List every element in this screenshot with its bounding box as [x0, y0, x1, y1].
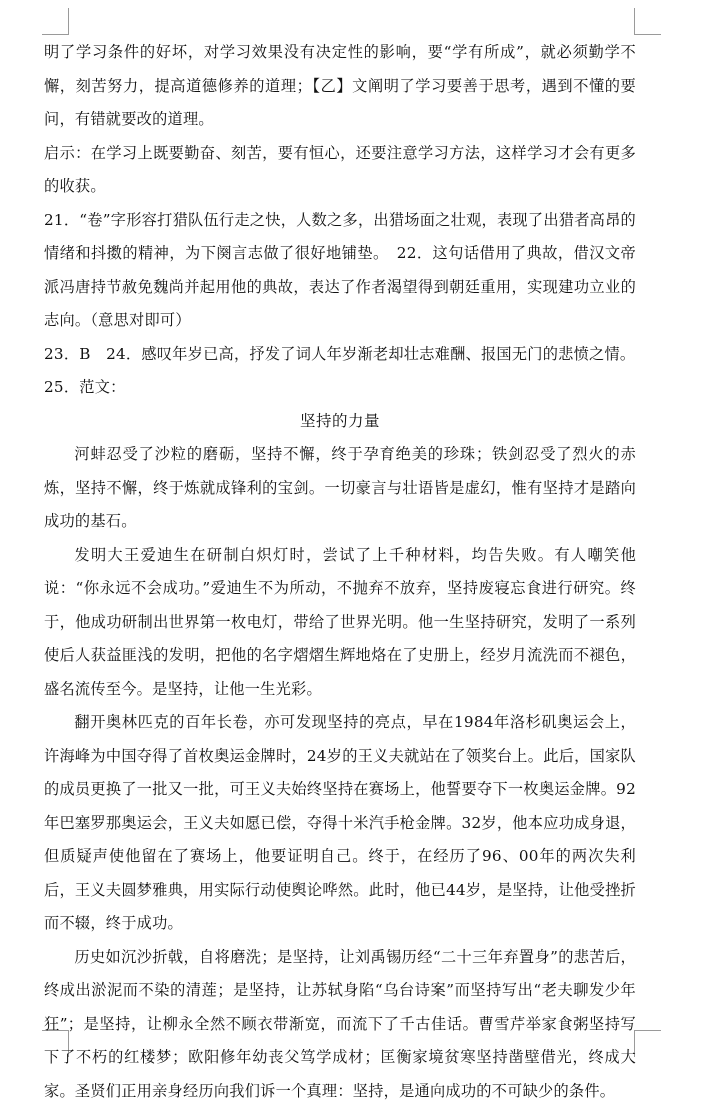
answer-paragraph-21-22: 21．“卷”字形容打猎队伍行走之快，人数之多，出猎场面之壮观，表现了出猎者高昂的情绪和抖擞的精神，为下阕言志做了很好地铺垫。 22．这句话借用了典故，借汉文帝派冯唐持节赦免魏尚并起用他的典故，表达了作者渴望得到朝廷重用，实现建功立业的志向。（意思对即可） [44, 204, 636, 338]
document-page [44, 36, 636, 1108]
answer-paragraph-insight: 启示：在学习上既要勤奋、刻苦，要有恒心，还要注意学习方法，这样学习才会有更多的收获。 [44, 137, 636, 204]
essay-paragraph: 翻开奥林匹克的百年长卷，亦可发现坚持的亮点，早在1984年洛杉矶奥运会上，许海峰为中国夺得了首枚奥运金牌时，24岁的王义夫就站在了领奖台上。此后，国家队的成员更换了一批又一批，可王义夫始终坚持在赛场上，他誓要夺下一枚奥运金牌。92年巴塞罗那奥运会，王义夫如愿已偿，夺得十米汽手枪金牌。32岁，他本应功成身退，但质疑声使他留在了赛场上，他要证明自己。终于，在经历了96、00年的两次失利后，王义夫圆梦雅典，用实际行动使舆论哗然。此时，他已44岁，是坚持，让他受挫折而不辍，终于成功。 [44, 706, 636, 941]
essay-paragraph: 历史如沉沙折戟，自将磨洗；是坚持，让刘禹锡历经“二十三年弃置身”的悲苦后，终成出淤泥而不染的清莲；是坚持，让苏轼身陷“乌台诗案”而坚持写出“老夫聊发少年狂”；是坚持，让柳永全然不顾衣带渐宽，而流下了千古佳话。曹雪芹举家食粥坚持写下了不朽的红楼梦；欧阳修年幼丧父笃学成材；匡衡家境贫寒坚持凿壁借光，终成大家。圣贤们正用亲身经历向我们诉一个真理：坚持，是通向成功的不可缺少的条件。 [44, 941, 636, 1108]
answer-paragraph-analysis: 明了学习条件的好坏，对学习效果没有决定性的影响，要“学有所成”，就必须勤学不懈，刻苦努力，提高道德修养的道理；【乙】文阐明了学习要善于思考，遇到不懂的要问，有错就要改的道理。 [44, 36, 636, 137]
page-corner-mark-top-left [42, 8, 69, 35]
essay-paragraph: 发明大王爱迪生在研制白炽灯时，尝试了上千种材料，均告失败。有人嘲笑他说：“你永远不会成功。”爱迪生不为所动，不抛弃不放弃，坚持废寝忘食进行研究。终于，他成功研制出世界第一枚电灯，带给了世界光明。他一生坚持研究，发明了一系列使后人获益匪浅的发明，把他的名字熠熠生辉地烙在了史册上，经岁月流洗而不褪色，盛名流传至今。是坚持，让他一生光彩。 [44, 539, 636, 707]
page-corner-mark-bottom-right [634, 1030, 661, 1057]
essay-title: 坚持的力量 [44, 405, 636, 439]
answer-paragraph-25: 25．范文： [44, 371, 636, 405]
essay-paragraph: 河蚌忍受了沙粒的磨砺，坚持不懈，终于孕育绝美的珍珠；铁剑忍受了烈火的赤炼，坚持不懈，终于炼就成锋利的宝剑。一切豪言与壮语皆是虚幻，惟有坚持才是踏向成功的基石。 [44, 438, 636, 539]
page-corner-mark-top-right [634, 8, 661, 35]
answer-paragraph-23-24: 23．B 24．感叹年岁已高，抒发了词人年岁渐老却壮志难酬、报国无门的悲愤之情。 [44, 338, 636, 372]
